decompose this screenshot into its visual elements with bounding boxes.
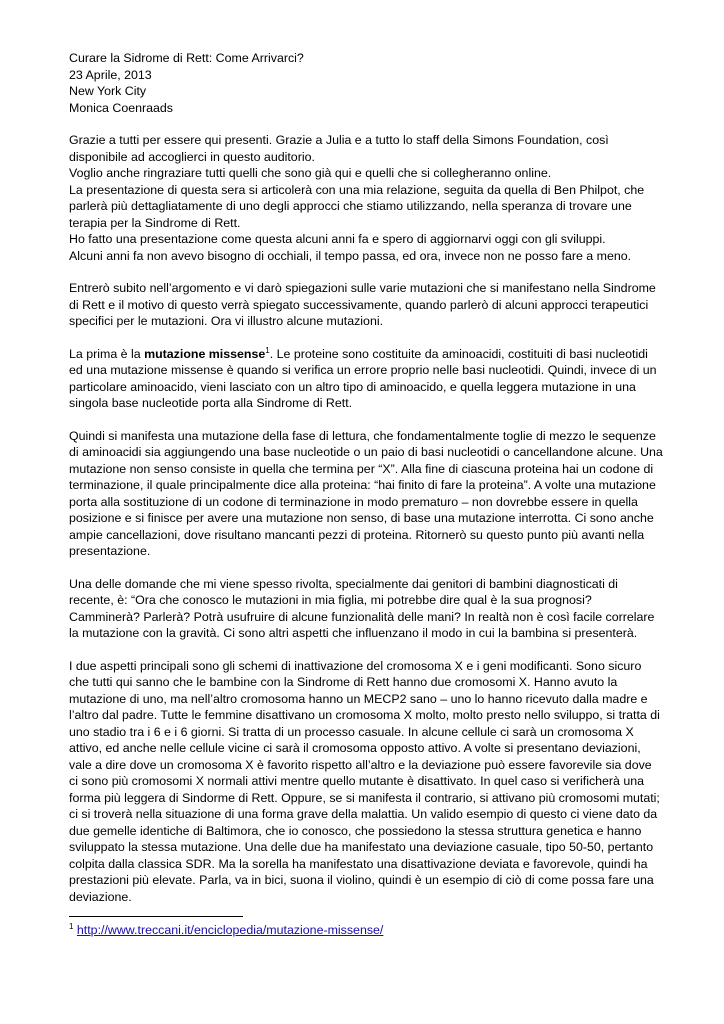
doc-date: 23 Aprile, 2013 xyxy=(69,67,152,82)
intro-line-5: Alcuni anni fa non avevo bisogno di occhiali, il tempo passa, ed ora, invece non ne posso fare a meno. xyxy=(69,248,632,263)
doc-title: Curare la Sidrome di Rett: Come Arrivarci? xyxy=(69,51,304,65)
footnote-link[interactable]: http://www.treccani.it/enciclopedia/mutazione-missense/ xyxy=(76,923,384,937)
missense-lead: La prima è la xyxy=(69,346,145,361)
missense-rest: . Le proteine sono costituite da aminoacidi, costituiti di basi nucleotidi ed una mutazione missense è quando si verifica un errore proprio nelle basi nucleotidi. Quindi, invece di un particolare aminoacido, vieni lasciato con un altro tipo di aminoacido, e quella leggera mutazione in una singola base nucleotide porta alla Sindrome di Rett. xyxy=(69,346,657,410)
paragraph-mutations: Entrerò subito nell’argomento e vi darò spiegazioni sulle varie mutazioni che si manifestano nella Sindrome di Rett e il motivo di questo verrà spiegato successivamente, quando parlerò di alcuni approcci terapeutici specifici per le mutazioni. Ora vi illustro alcune mutazioni. xyxy=(69,281,656,328)
intro-line-3: La presentazione di questa sera si articolerà con una mia relazione, seguita da quella di Ben Philpot, che parlerà più dettagliatamente di uno degli approcci che stiamo utilizzando, nella speranza di trovare une terapia per la Sindrome di Rett. xyxy=(69,182,645,230)
paragraph-frameshift: Quindi si manifesta una mutazione della fase di lettura, che fondamentalmente toglie di mezzo le sequenze di aminoacidi sia aggiungendo una base nucleotide o un paio di basi nucleotidi o cancellandone alcune. Una mutazione non senso consiste in quella che termina per “X”. Alla fine di ciascuna proteina hai un codone di terminazione, il quale principalmente dice alla proteina: “hai finito di fare la proteina”. A volte una mutazione porta alla sostituzione di un codone di terminazione in modo prematuro – non dovrebbe essere in quella posizione e si finisce per avere una mutazione non senso, di base una mutazione interrotta. Ci sono anche ampie cancellazioni, dove risultano mancanti pezzi di proteina. Ritornerò su questo punto più avanti nella presentazione. xyxy=(69,428,663,558)
footnote-number: 1 xyxy=(69,921,74,931)
doc-author: Monica Coenraads xyxy=(69,100,174,115)
document-body xyxy=(69,50,664,905)
intro-line-1: Grazie a tutti per essere qui presenti. Grazie a Julia e a tutto lo staff della Simons Foundation, così disponibile ad accoglierci in questo auditorio. xyxy=(69,133,609,164)
paragraph-x-inactivation: I due aspetti principali sono gli schemi di inattivazione del cromosoma X e i geni modificanti. Sono sicuro che tutti qui sanno che le bambine con la Sindrome di Rett hanno due cromosomi X. Hanno avuto la mutazione di uno, ma nell’altro cromosoma hanno un MECP2 sano – uno lo hanno ricevuto dalla madre e l’altro dal padre. Tutte le femmine disattivano un cromosoma X molto, molto presto nello sviluppo, si tratta di uno stadio tra i 6 e i 6 giorni. Si tratta di un processo casuale. In alcune cellule ci sarà un cromosoma X attivo, ed anche nelle cellule vicine ci sarà il cromosoma opposto attivo. A volte si presentano deviazioni, vale a dire dove un cromosoma X è favorito rispetto all’altro e la deviazione può essere favorevile sia dove ci sono più cromosomi X normali attivi mentre quello mutante è disattivato. In quel caso si verificherà una forma più leggera di Sindorme di Rett. Oppure, se si manifesta il contrario, si attivano più cromosomi mutati; ci si troverà nella situazione di una forma grave della malattia. Un valido esempio di questo ci viene dato da due gemelle identiche di Baltimora, che io conosco, che possiedono la stessa struttura genetica e hanno sviluppato la stessa mutazione. Una delle due ha manifestato una deviazione casuale, tipo 50-50, pertanto colpita dalla classica SDR. Ma la sorella ha manifestato una disattivazione deviata e favorevole, quindi ha prestazioni più elevate. Parla, va in bici, suona il violino, quindi è un esempio di ciò di come possa fare una deviazione. xyxy=(69,658,660,904)
footnote-reference[interactable]: 1 xyxy=(265,345,270,355)
paragraph-questions: Una delle domande che mi viene spesso rivolta, specialmente dai genitori di bambini diagnosticati di recente, è: “Ora che conosco le mutazioni in mia figlia, mi potrebbe dire qual è la sua prognosi? Camminerà? Parlerà? Potrà usufruire di alcune funzionalità delle mani? In realtà non è così facile correlare la mutazione con la gravità. Ci sono altri aspetti che influenzano il modo in cui la bambina si presenterà. xyxy=(69,576,655,640)
doc-place: New York City xyxy=(69,84,147,98)
footnote-divider xyxy=(69,916,243,917)
footnote xyxy=(69,922,383,938)
missense-term: mutazione missense xyxy=(144,346,266,361)
paragraph-missense xyxy=(69,346,664,412)
intro-line-4: Ho fatto una presentazione come questa alcuni anni fa e spero di aggiornarvi oggi con gli sviluppi. xyxy=(69,232,606,246)
intro-line-2: Voglio anche ringraziare tutti quelli che sono già qui e quelli che si collegheranno online. xyxy=(69,166,552,180)
